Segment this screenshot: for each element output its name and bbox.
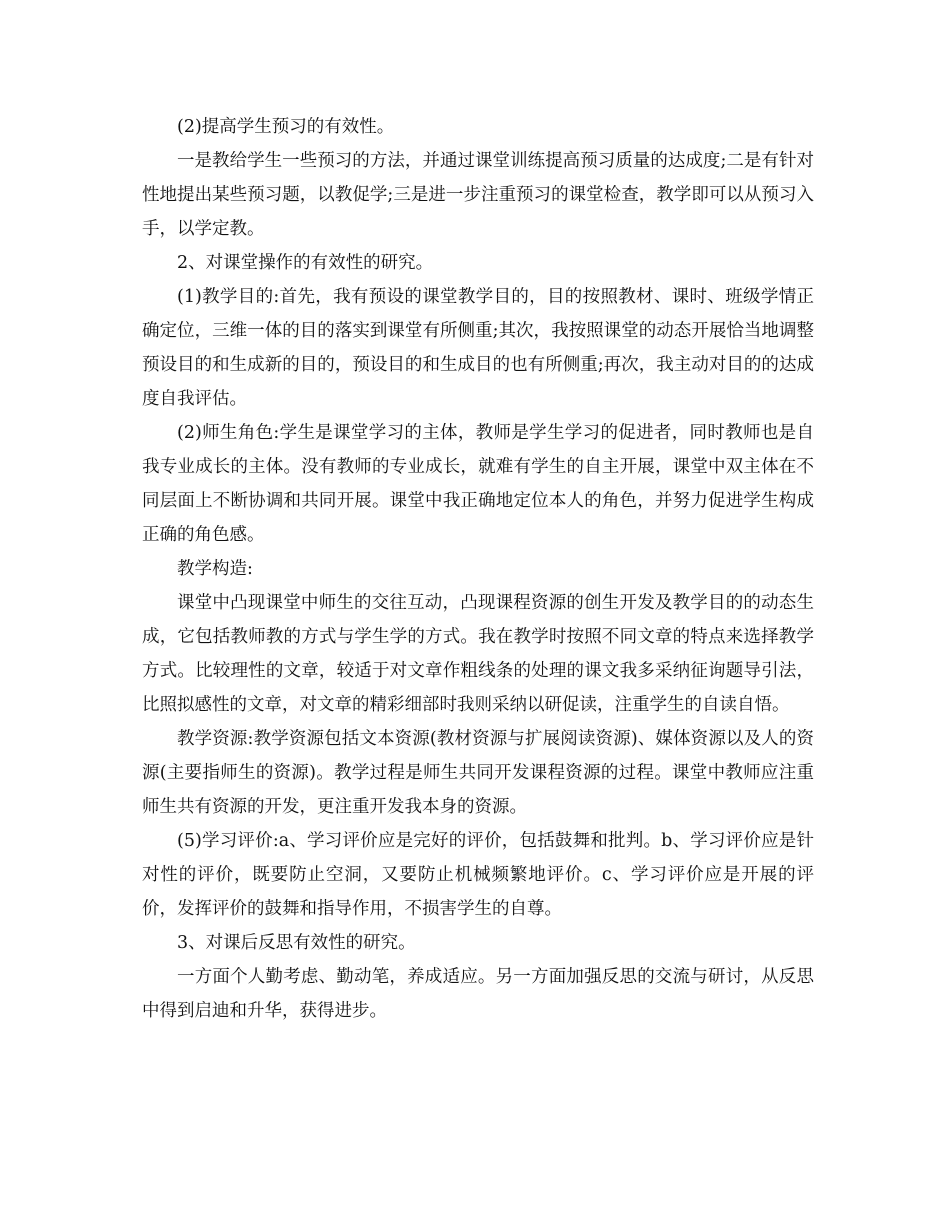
document-body — [142, 110, 814, 1028]
paragraph-preview-methods: 一是教给学生一些预习的方法，并通过课堂训练提高预习质量的达成度;二是有针对性地提出某些预习题，以教促学;三是进一步注重预习的课堂检查，教学即可以从预习入手，以学定教。 — [142, 151, 814, 239]
paragraph-reflection-heading: 3、对课后反思有效性的研究。 — [177, 933, 416, 953]
paragraph-teaching-goals: (1)教学目的:首先，我有预设的课堂教学目的，目的按照教材、课时、班级学情正确定位，三维一体的目的落实到课堂有所侧重;其次，我按照课堂的动态开展恰当地调整预设目的和生成新的目的，预设目的和生成目的也有所侧重;再次，我主动对目的的达成度自我评估。 — [142, 287, 814, 409]
paragraph-classroom-operation-heading: 2、对课堂操作的有效性的研究。 — [177, 253, 434, 273]
paragraph-learning-evaluation: (5)学习评价:a、学习评价应是完好的评价，包括鼓舞和批判。b、学习评价应是针对性的评价，既要防止空洞，又要防止机械频繁地评价。c、学习评价应是开展的评价，发挥评价的鼓舞和指导作用，不损害学生的自尊。 — [142, 831, 814, 919]
paragraph-preview-effectiveness: (2)提高学生预习的有效性。 — [177, 117, 395, 137]
paragraph-teaching-structure: 课堂中凸现课堂中师生的交往互动，凸现课程资源的创生开发及教学目的的动态生成，它包括教师教的方式与学生学的方式。我在教学时按照不同文章的特点来选择教学方式。比较理性的文章，较适于对文章作粗线条的处理的课文我多采纳征询题导引法，比照拟感性的文章，对文章的精彩细部时我则采纳以研促读，注重学生的自读自悟。 — [142, 593, 814, 715]
paragraph-teaching-resources: 教学资源:教学资源包括文本资源(教材资源与扩展阅读资源)、媒体资源以及人的资源(主要指师生的资源)。教学过程是师生共同开发课程资源的过程。课堂中教师应注重师生共有资源的开发，更注重开发我本身的资源。 — [142, 729, 814, 817]
paragraph-teacher-student-roles: (2)师生角色:学生是课堂学习的主体，教师是学生学习的促进者，同时教师也是自我专业成长的主体。没有教师的专业成长，就难有学生的自主开展，课堂中双主体在不同层面上不断协调和共同开展。课堂中我正确地定位本人的角色，并努力促进学生构成正确的角色感。 — [142, 423, 814, 545]
paragraph-reflection: 一方面个人勤考虑、勤动笔，养成适应。另一方面加强反思的交流与研讨，从反思中得到启迪和升华，获得进步。 — [142, 967, 814, 1021]
paragraph-teaching-structure-heading: 教学构造: — [177, 559, 253, 579]
